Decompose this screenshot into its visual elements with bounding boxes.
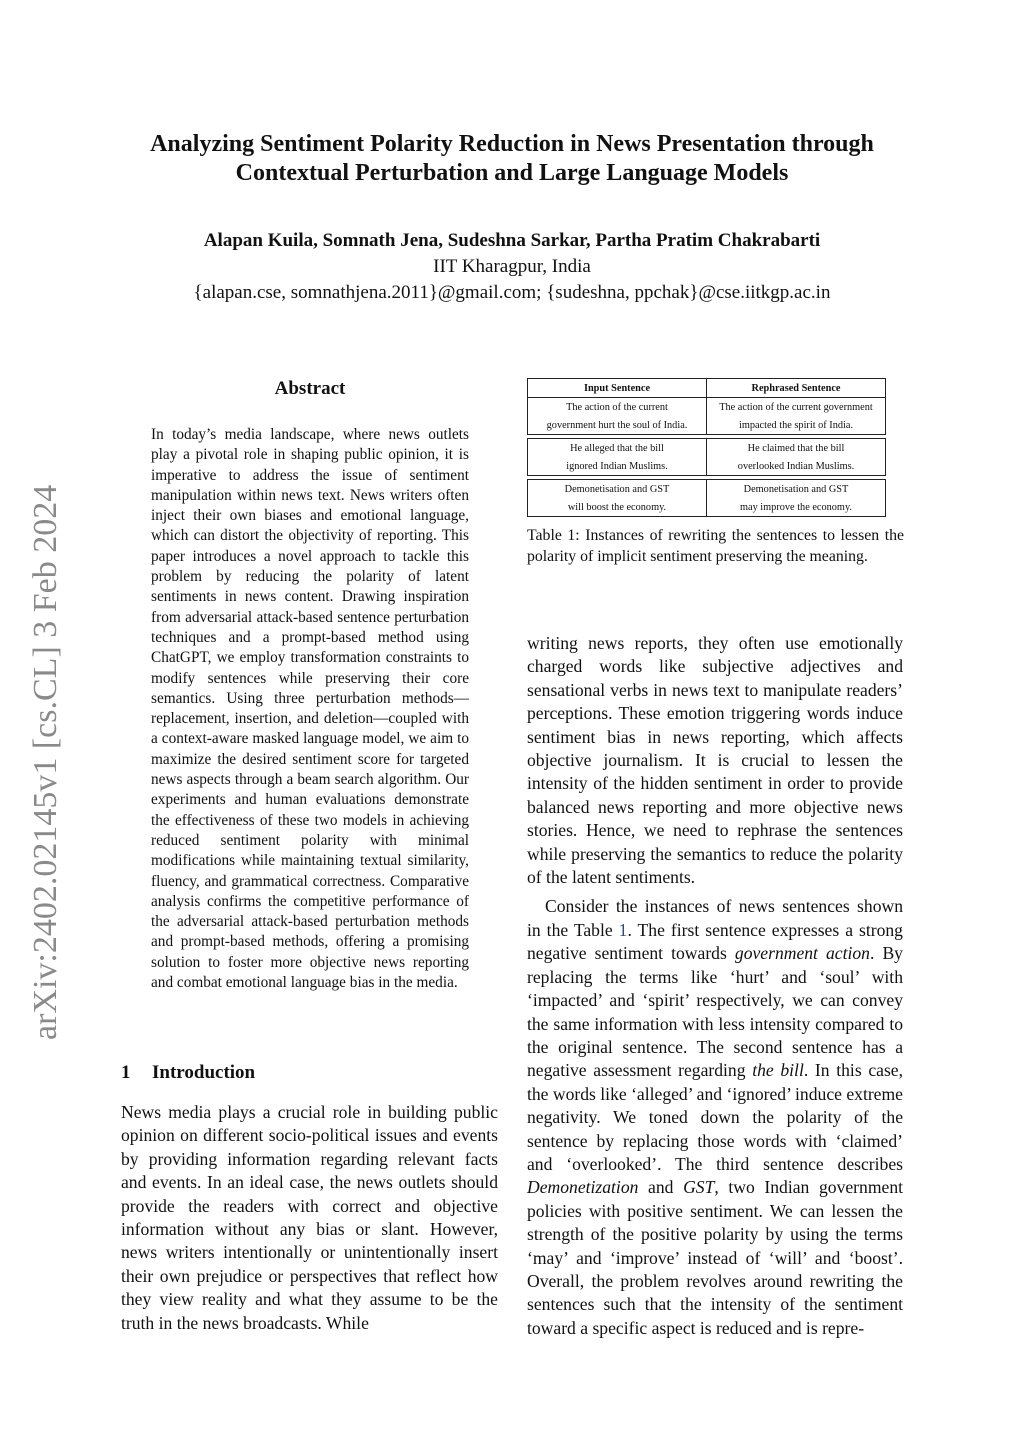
table-header-row (528, 379, 886, 398)
table-cell-rephrased: Demonetisation and GST (707, 480, 886, 499)
author-emails: {alapan.cse, somnathjena.2011}@gmail.com; {sudeshna, ppchak}@cse.iitkgp.ac.in (193, 282, 831, 303)
abstract-text: In today’s media landscape, where news outlets play a pivotal role in shaping public opinion, it is imperative to address the issue of sentiment manipulation within news text. News writers often inject their own biases and emotional language, which can distort the objectivity of reporting. This paper introduces a novel approach to tackle this problem by reducing the polarity of latent sentiments in news content. Drawing inspiration from adversarial attack-based sentence perturbation techniques and a prompt-based method using ChatGPT, we employ transformation constraints to modify sentences while preserving their core semantics. Using three perturbation methods—replacement, insertion, and deletion—coupled with a context-aware masked language model, we aim to maximize the desired sentiment score for targeted news aspects through a beam search algorithm. Our experiments and human evaluations demonstrate the effectiveness of these two models in achieving reduced sentiment polarity with minimal modifications while maintaining textual similarity, fluency, and grammatical correctness. Comparative analysis confirms the competitive performance of the adversarial attack-based perturbation methods and prompt-based methods, offering a promising solution to foster more objective news reporting and combat emotional language bias in the media. (151, 426, 469, 992)
table-row (528, 457, 886, 476)
table-row (528, 398, 886, 417)
table-cell-rephrased: impacted the spirit of India. (707, 416, 886, 435)
table-cell-rephrased: The action of the current government (707, 398, 886, 417)
table-reference-link[interactable]: 1 (618, 919, 628, 940)
table-cell-input: The action of the current (528, 398, 707, 417)
table-cell-input: will boost the economy. (528, 498, 707, 517)
section-title: Introduction (152, 1062, 256, 1083)
table-cell-rephrased: may improve the economy. (707, 498, 886, 517)
table-row (528, 439, 886, 458)
right-column-text (527, 632, 903, 1340)
table-row (528, 480, 886, 499)
paragraph: Consider the instances of news sentences shown in the Table 1. The first sentence expresses a strong negative sentiment towards government action. By replacing the terms like ‘hurt’ and ‘soul’ with ‘impacted’ and ‘spirit’ respectively, we can convey the same information with less intensity compared to the original sentence. The second sentence has a negative assessment regarding the bill. In this case, the words like ‘alleged’ and ‘ignored’ induce extreme negativity. We toned down the polarity of the sentence by replacing those words with ‘claimed’ and ‘overlooked’. The third sentence describes Demonetization and GST, two Indian government policies with positive sentiment. We can lessen the strength of the positive polarity by using the terms ‘may’ and ‘improve’ instead of ‘will’ and ‘boost’. Overall, the problem revolves around rewriting the sentences such that the intensity of the sentiment toward a specific aspect is reduced and is repre- (527, 896, 904, 1338)
table-cell-rephrased: overlooked Indian Muslims. (707, 457, 886, 476)
section-heading-introduction (121, 1062, 255, 1084)
paragraph: writing news reports, they often use emotionally charged words like subjective adjectives and sensational verbs in news text to manipulate readers’ perceptions. These emotion triggering words induce sentiment bias in news reporting, which affects objective journalism. It is crucial to lessen the intensity of the hidden sentiment in order to provide balanced news reporting and more objective news stories. Hence, we need to rephrase the sentences while preserving the semantics to reduce the polarity of the latent sentiments. (527, 633, 903, 888)
table-header-input: Input Sentence (528, 379, 707, 398)
author-list: Alapan Kuila, Somnath Jena, Sudeshna Sarkar, Partha Pratim Chakrabarti (203, 230, 821, 251)
table-cell-input: He alleged that the bill (528, 439, 707, 458)
arxiv-stamp: arXiv:2402.02145v1 [cs.CL] 3 Feb 2024 (27, 484, 64, 1040)
table-row (528, 498, 886, 517)
table-caption: Table 1: Instances of rewriting the sentences to lessen the polarity of implicit sentiment preserving the meaning. (527, 527, 904, 565)
table-header-rephrased: Rephrased Sentence (707, 379, 886, 398)
section-number: 1 (121, 1062, 131, 1083)
introduction-text: News media plays a crucial role in building public opinion on different socio-political issues and events by providing information regarding relevant facts and events. In an ideal case, the news outlets should provide the readers with correct and objective information without any bias or slant. However, news writers intentionally or unintentionally insert their own prejudice or perspectives that reflect how they view reality and what they assume to be the truth in the news broadcasts. While (121, 1102, 498, 1333)
abstract-heading: Abstract (274, 378, 346, 399)
table-cell-input: Demonetisation and GST (528, 480, 707, 499)
affiliation: IIT Kharagpur, India (433, 256, 591, 277)
table-cell-input: government hurt the soul of India. (528, 416, 707, 435)
table-cell-rephrased: He claimed that the bill (707, 439, 886, 458)
table-cell-input: ignored Indian Muslims. (528, 457, 707, 476)
title-line-2: Contextual Perturbation and Large Language Models (235, 160, 789, 186)
table-1 (527, 378, 886, 517)
table-row (528, 416, 886, 435)
paper-title (100, 130, 924, 188)
title-line-1: Analyzing Sentiment Polarity Reduction in News Presentation through (150, 131, 874, 157)
